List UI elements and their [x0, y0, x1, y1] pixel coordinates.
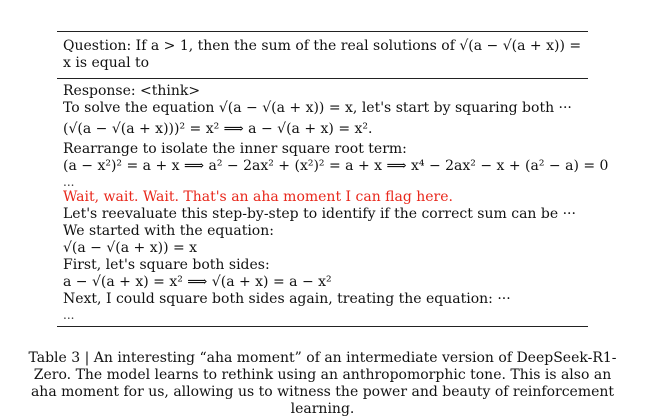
mid-rule — [57, 78, 588, 79]
aha-moment-table — [57, 31, 609, 327]
table-caption: Table 3 | An interesting “aha moment” of an intermediate version of DeepSeek-R1-Zero. The model learns to rethink using an anthropomorphic tone. This is also an aha moment for us, allowing us to witness the power and beauty of reinforcement learning. — [28, 350, 617, 417]
response-line: Response: <think> — [63, 83, 201, 99]
ellipsis: ... — [63, 308, 75, 322]
reasoning-line: We started with the equation: — [63, 223, 274, 239]
equation-line: a − √(a + x) = x² ⟹ √(a + x) = a − x² — [63, 274, 332, 290]
reasoning-line: To solve the equation √(a − √(a + x)) = x, let's start by squaring both ··· — [63, 100, 572, 116]
reasoning-line: Next, I could square both sides again, treating the equation: ··· — [63, 291, 511, 307]
question-line: Question: If a > 1, then the sum of the real solutions of √(a − √(a + x)) = x is equal to — [63, 38, 582, 71]
bottom-rule — [57, 326, 588, 327]
equation-line: √(a − √(a + x)) = x — [63, 240, 198, 256]
aha-moment-line: Wait, wait. Wait. That's an aha moment I can flag here. — [63, 189, 453, 205]
equation-line: (a − x²)² = a + x ⟹ a² − 2ax² + (x²)² = a + x ⟹ x⁴ − 2ax² − x + (a² − a) = 0 — [63, 158, 609, 174]
reasoning-line: First, let's square both sides: — [63, 257, 270, 273]
equation-line: (√(a − √(a + x)))² = x² ⟹ a − √(a + x) = x². — [63, 121, 373, 137]
ellipsis: ... — [63, 175, 75, 189]
top-rule — [57, 31, 588, 32]
reasoning-line: Let's reevaluate this step-by-step to identify if the correct sum can be ··· — [63, 206, 576, 222]
reasoning-line: Rearrange to isolate the inner square root term: — [63, 141, 407, 157]
